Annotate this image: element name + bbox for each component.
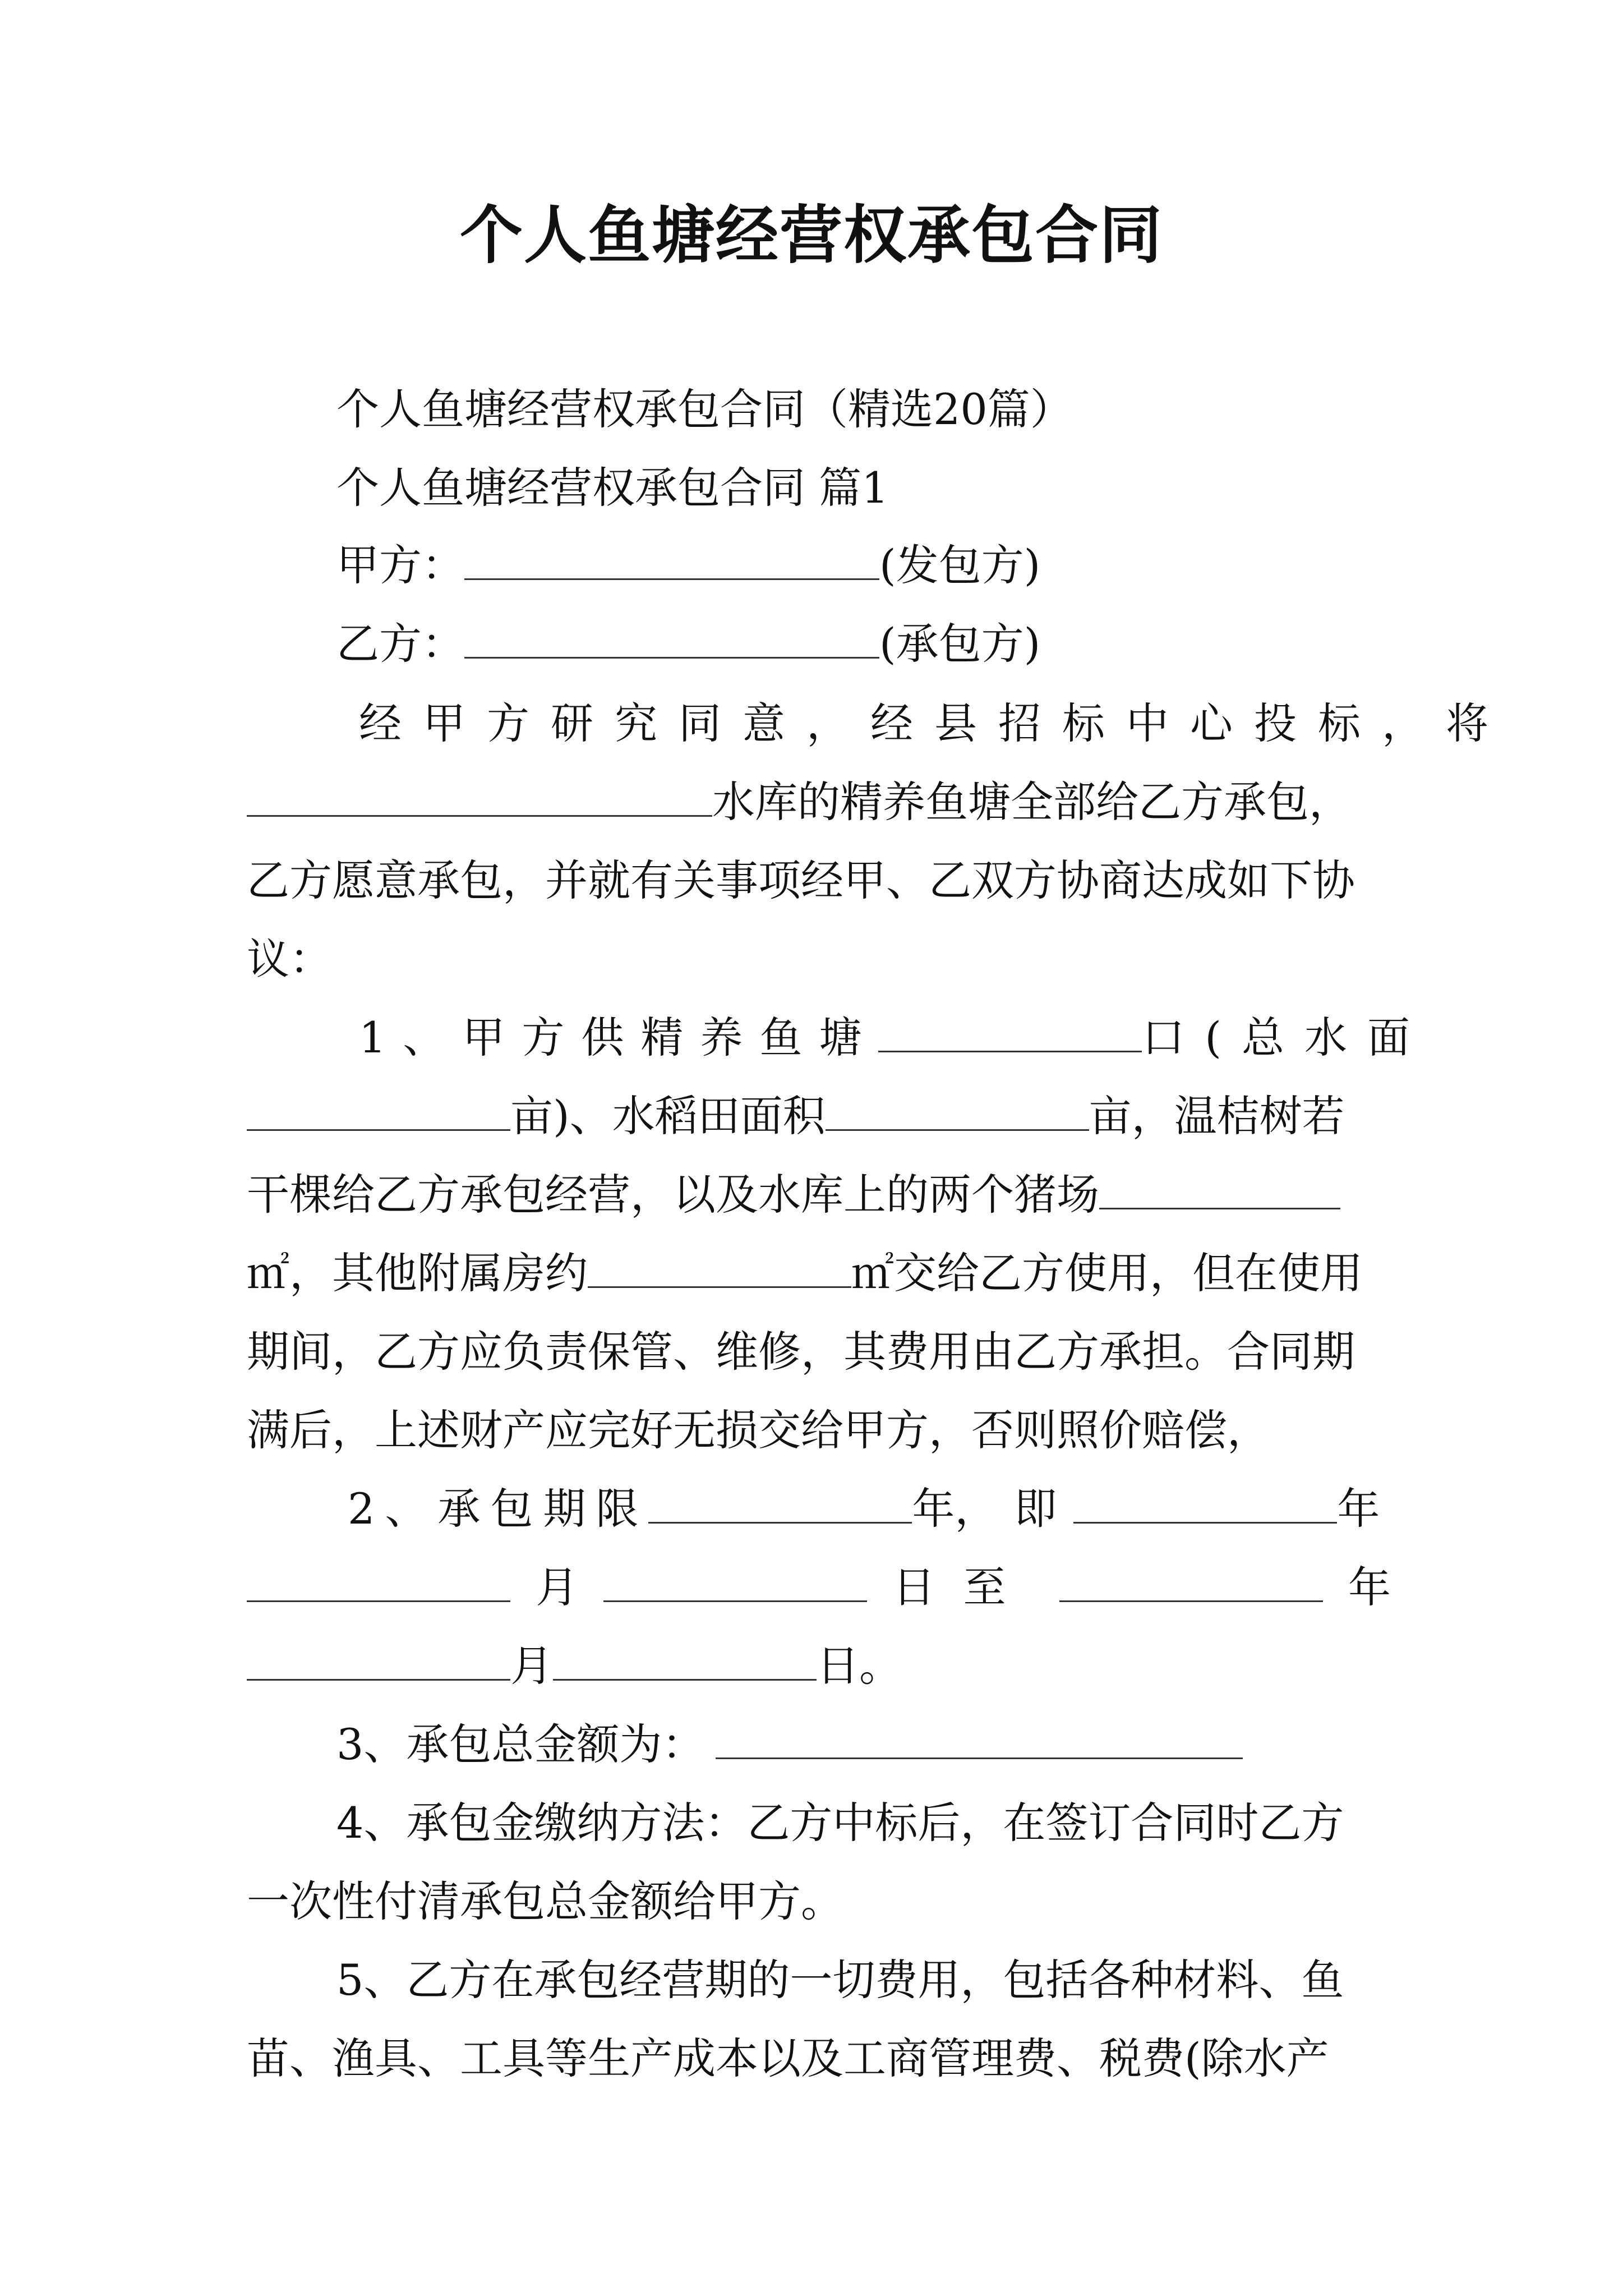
start-month-blank	[247, 1600, 510, 1602]
pig-farm-area-blank	[1099, 1207, 1340, 1209]
intro-text-2: 水库的精养鱼塘全部给乙方承包，	[712, 777, 1352, 827]
intro-line-3	[247, 853, 1355, 909]
end-day-blank	[553, 1678, 817, 1681]
clause-1-text-f: ㎡，其他附属房约	[247, 1248, 588, 1298]
clause-1-line-6	[247, 1402, 1270, 1458]
house-area-blank	[588, 1286, 851, 1288]
clause-5-line-2	[247, 2031, 1329, 2087]
end-year-blank	[1059, 1600, 1323, 1602]
party-b-label: 乙方：	[336, 619, 464, 669]
clause-1-text-g: ㎡交给乙方使用，但在使用	[851, 1248, 1363, 1298]
start-year-blank	[1073, 1521, 1337, 1524]
pond-count-blank	[878, 1050, 1142, 1052]
clause-1-text-d: 亩，温桔树若	[1089, 1091, 1345, 1141]
clause-4-text-1: 4、承包金缴纳方法：乙方中标后，在签订合同时乙方	[336, 1798, 1344, 1848]
total-amount-blank	[716, 1757, 1243, 1759]
clause-2-text-a: 2、承包期限	[348, 1484, 649, 1534]
clause-3-line	[336, 1717, 1243, 1773]
clause-4-text-2: 一次性付清承包总金额给甲方。	[247, 1876, 843, 1926]
intro-line-1	[359, 696, 1510, 752]
party-b-line	[336, 616, 1040, 672]
clause-1-text-b: 口(总水面	[1142, 1013, 1431, 1062]
section-heading: 个人鱼塘经营权承包合同 篇1	[336, 463, 889, 513]
water-area-blank	[247, 1129, 510, 1131]
clause-2-day-to: 日至	[892, 1562, 1034, 1612]
clause-1-text-a: 1、甲方供精养鱼塘	[359, 1013, 879, 1062]
clause-2-month-2: 月	[510, 1641, 553, 1691]
clause-4-line-2	[247, 1874, 843, 1930]
end-month-blank	[247, 1678, 510, 1681]
clause-2-ji: ，即	[955, 1484, 1074, 1534]
paddy-area-blank	[826, 1129, 1089, 1131]
clause-2-line-1	[348, 1481, 1380, 1537]
party-b-role: (承包方)	[879, 619, 1041, 669]
clause-1-line-4	[247, 1245, 1363, 1301]
start-day-blank	[603, 1600, 867, 1602]
document-subtitle: 个人鱼塘经营权承包合同（精选20篇）	[336, 384, 1073, 434]
clause-1-line-2	[247, 1088, 1345, 1144]
clause-2-year-2: 年	[1337, 1484, 1380, 1534]
clause-1-line-5	[247, 1324, 1355, 1380]
intro-text-4: 议：	[247, 934, 332, 984]
clause-2-day-end: 日。	[817, 1641, 902, 1691]
party-b-blank	[464, 656, 879, 659]
party-a-label: 甲方：	[336, 540, 464, 590]
party-a-line	[336, 537, 1040, 593]
document-title: 个人鱼塘经营权承包合同	[460, 199, 1163, 272]
clause-1-line-1	[359, 1010, 1430, 1066]
clause-1-text-i: 满后，上述财产应完好无损交给甲方，否则照价赔偿，	[247, 1405, 1270, 1455]
clause-1-text-h: 期间，乙方应负责保管、维修，其费用由乙方承担。合同期	[247, 1327, 1355, 1377]
party-a-blank	[464, 578, 879, 580]
party-a-role: (发包方)	[879, 540, 1041, 590]
intro-text-1: 经甲方研究同意，经县招标中心投标，将	[359, 698, 1510, 748]
clause-1-text-e: 干棵给乙方承包经营，以及水库上的两个猪场	[247, 1170, 1099, 1220]
clause-2-line-2	[247, 1559, 1391, 1616]
clause-4-line-1	[336, 1795, 1344, 1851]
clause-2-month-1: 月	[536, 1562, 579, 1612]
clause-1-text-c: 亩)、水稻田面积	[510, 1091, 826, 1141]
reservoir-name-blank	[247, 815, 712, 817]
clause-2-line-3	[247, 1638, 902, 1694]
intro-line-4	[247, 931, 332, 987]
intro-line-2	[247, 774, 1352, 830]
clause-5-text-2: 苗、渔具、工具等生产成本以及工商管理费、税费(除水产	[247, 2033, 1329, 2083]
clause-1-line-3	[247, 1167, 1340, 1223]
intro-text-3: 乙方愿意承包，并就有关事项经甲、乙双方协商达成如下协	[247, 855, 1355, 905]
clause-2-year-3: 年	[1348, 1562, 1391, 1612]
clause-5-text-1: 5、乙方在承包经营期的一切费用，包括各种材料、鱼	[336, 1955, 1344, 2005]
term-years-blank	[648, 1521, 912, 1524]
clause-5-line-1	[336, 1952, 1344, 2008]
clause-3-text: 3、承包总金额为：	[336, 1719, 705, 1769]
clause-2-year-1: 年	[912, 1484, 955, 1534]
